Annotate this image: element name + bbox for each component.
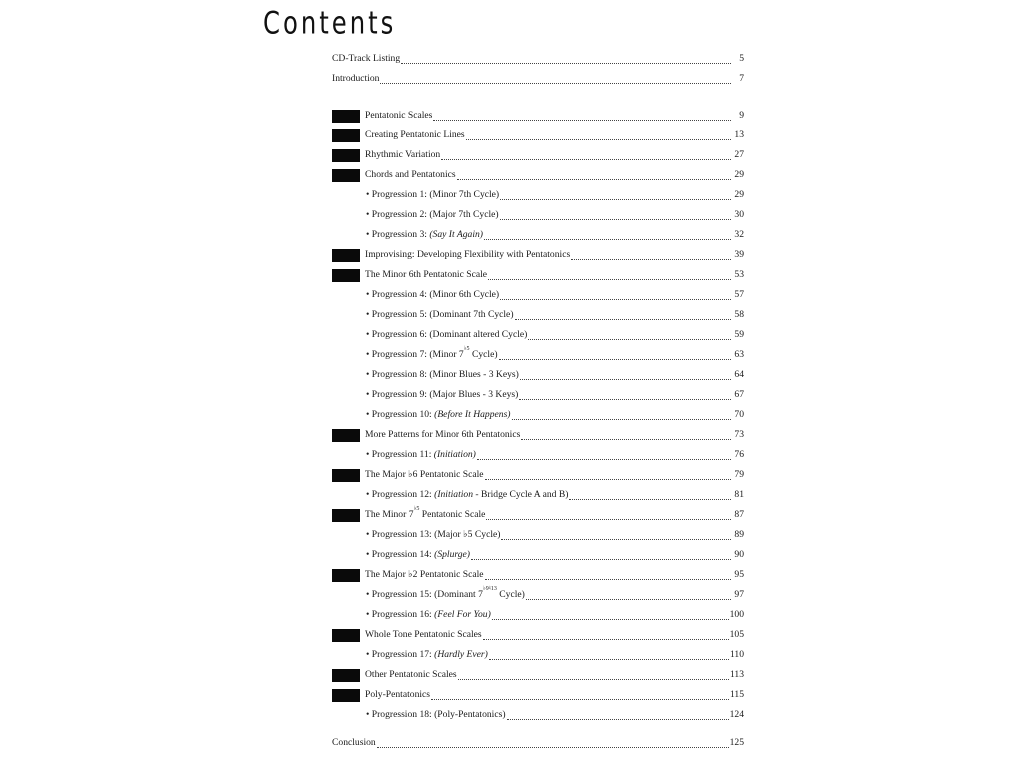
page-number: 27	[734, 149, 744, 160]
page-number: 76	[734, 449, 744, 460]
dot-leader	[526, 590, 731, 600]
page-number: 110	[729, 649, 744, 660]
toc-entry	[332, 108, 744, 124]
dot-leader	[486, 510, 731, 520]
chapter-marker	[332, 669, 360, 682]
page-title: Contents	[263, 6, 397, 42]
toc-entry-label: Creating Pentatonic Lines	[365, 129, 465, 140]
toc-entry	[332, 71, 744, 87]
page-number: 5	[739, 53, 744, 64]
toc-entry	[332, 51, 744, 67]
page-number: 89	[734, 529, 744, 540]
toc-entry-label: Improvising: Developing Flexibility with Pentatonics	[365, 249, 571, 260]
page-number: 81	[734, 489, 744, 500]
page-number: 124	[729, 709, 744, 720]
chapter-marker	[332, 129, 360, 142]
page-number: 58	[734, 309, 744, 320]
toc-entry-label: • Progression 13: (Major ♭5 Cycle)	[366, 529, 501, 540]
toc-entry-label: • Progression 11: (Initiation)	[366, 449, 476, 460]
toc-entry	[332, 267, 744, 283]
toc-entry-label: The Minor 6th Pentatonic Scale	[365, 269, 488, 280]
toc-entry-label: • Progression 12: (Initiation - Bridge Cycle A and B)	[366, 489, 569, 500]
dot-leader	[458, 670, 729, 680]
dot-leader	[477, 450, 731, 460]
chapter-marker	[332, 509, 360, 522]
toc-entry	[366, 587, 744, 603]
page-number: 39	[734, 249, 744, 260]
toc-entry	[332, 507, 744, 523]
toc-entry-label: • Progression 2: (Major 7th Cycle)	[366, 209, 499, 220]
toc-entry	[366, 487, 744, 503]
page-number: 30	[734, 209, 744, 220]
page-number: 7	[739, 73, 744, 84]
page-number: 87	[734, 509, 744, 520]
toc-entry-label: • Progression 16: (Feel For You)	[366, 609, 491, 620]
dot-leader	[500, 210, 731, 220]
page-number: 57	[734, 289, 744, 300]
toc-entry-label: Chords and Pentatonics	[365, 169, 456, 180]
page-number: 90	[734, 549, 744, 560]
toc-entry	[366, 227, 744, 243]
toc-entry	[332, 735, 744, 751]
dot-leader	[457, 170, 731, 180]
page-number: 105	[729, 629, 744, 640]
dot-leader	[380, 74, 731, 84]
dot-leader	[492, 610, 729, 620]
chapter-marker	[332, 249, 360, 262]
toc-entry	[332, 167, 744, 183]
dot-leader	[519, 390, 731, 400]
chapter-marker	[332, 469, 360, 482]
dot-leader	[512, 410, 732, 420]
toc-entry	[366, 187, 744, 203]
page-number: 115	[729, 689, 744, 700]
toc-entry-label: • Progression 8: (Minor Blues - 3 Keys)	[366, 369, 519, 380]
chapter-marker	[332, 629, 360, 642]
toc-entry-label: • Progression 4: (Minor 6th Cycle)	[366, 289, 500, 300]
toc-entry	[366, 527, 744, 543]
toc-entry	[332, 567, 744, 583]
chapter-marker	[332, 689, 360, 702]
toc-entry-label: Other Pentatonic Scales	[365, 669, 457, 680]
toc-entry-label: Pentatonic Scales	[365, 110, 433, 121]
toc-entry	[366, 547, 744, 563]
page-number: 95	[734, 569, 744, 580]
toc-entry	[366, 647, 744, 663]
dot-leader	[528, 330, 731, 340]
dot-leader	[569, 490, 731, 500]
toc-entry	[366, 207, 744, 223]
dot-leader	[515, 310, 731, 320]
toc-entry	[332, 247, 744, 263]
toc-entry	[332, 627, 744, 643]
dot-leader	[466, 130, 731, 140]
toc-entry-label: • Progression 14: (Splurge)	[366, 549, 471, 560]
dot-leader	[500, 190, 731, 200]
toc-entry-label: The Major ♭2 Pentatonic Scale	[365, 569, 484, 580]
toc-entry-label: Rhythmic Variation	[365, 149, 441, 160]
toc-entry	[366, 347, 744, 363]
dot-leader	[471, 550, 731, 560]
dot-leader	[501, 530, 731, 540]
toc-entry	[366, 447, 744, 463]
toc-entry-label: • Progression 1: (Minor 7th Cycle)	[366, 189, 500, 200]
toc-entry-label: CD-Track Listing	[332, 53, 401, 64]
page-number: 79	[734, 469, 744, 480]
dot-leader	[500, 290, 731, 300]
dot-leader	[485, 470, 731, 480]
dot-leader	[507, 710, 729, 720]
toc-entry-label: • Progression 3: (Say It Again)	[366, 229, 483, 240]
chapter-marker	[332, 569, 360, 582]
toc-entry-label: • Progression 9: (Major Blues - 3 Keys)	[366, 389, 519, 400]
toc-entry	[332, 427, 744, 443]
page-number: 113	[729, 669, 744, 680]
toc-entry-label: More Patterns for Minor 6th Pentatonics	[365, 429, 521, 440]
page-number: 97	[734, 589, 744, 600]
page-number: 67	[734, 389, 744, 400]
chapter-marker	[332, 110, 360, 123]
toc-entry-label: Poly-Pentatonics	[365, 689, 431, 700]
page-number: 9	[739, 110, 744, 121]
page-number: 29	[734, 169, 744, 180]
toc-entry-label: The Major ♭6 Pentatonic Scale	[365, 469, 484, 480]
page-number: 100	[729, 609, 744, 620]
toc-entry	[332, 147, 744, 163]
toc-entry	[332, 467, 744, 483]
toc-entry-label: • Progression 5: (Dominant 7th Cycle)	[366, 309, 514, 320]
dot-leader	[521, 430, 731, 440]
page-number: 63	[734, 349, 744, 360]
toc-entry-label: • Progression 17: (Hardly Ever)	[366, 649, 488, 660]
page-number: 29	[734, 189, 744, 200]
page-number: 32	[734, 229, 744, 240]
chapter-marker	[332, 149, 360, 162]
toc-entry-label: Introduction	[332, 73, 380, 84]
dot-leader	[571, 250, 731, 260]
toc-entry-label: • Progression 10: (Before It Happens)	[366, 409, 511, 420]
toc-entry	[366, 407, 744, 423]
page-number: 13	[734, 129, 744, 140]
dot-leader	[484, 230, 731, 240]
toc-entry-label: Whole Tone Pentatonic Scales	[365, 629, 482, 640]
page-number: 125	[729, 737, 744, 748]
dot-leader	[441, 150, 731, 160]
toc-entry	[366, 707, 744, 723]
toc-entry	[366, 287, 744, 303]
toc-entry	[332, 127, 744, 143]
toc-entry	[366, 367, 744, 383]
toc-entry	[366, 387, 744, 403]
dot-leader	[431, 690, 729, 700]
toc-entry-label: The Minor $7^{♭5}$ Pentatonic Scale	[365, 506, 486, 520]
page-number: 59	[734, 329, 744, 340]
chapter-marker	[332, 429, 360, 442]
page-number: 64	[734, 369, 744, 380]
toc-entry-label: • Progression 6: (Dominant altered Cycle)	[366, 329, 528, 340]
chapter-marker	[332, 269, 360, 282]
dot-leader	[377, 738, 729, 748]
dot-leader	[485, 570, 731, 580]
dot-leader	[483, 630, 729, 640]
toc-entry-label: • Progression 7: (Minor $7^{♭5}$ Cycle)	[366, 346, 498, 360]
chapter-marker	[332, 169, 360, 182]
toc-entry-label: • Progression 15: (Dominant $7^{♭9♮13}$ Cycle)	[366, 586, 525, 600]
dot-leader	[520, 370, 731, 380]
page-number: 53	[734, 269, 744, 280]
dot-leader	[489, 650, 729, 660]
dot-leader	[488, 270, 731, 280]
page-number: 73	[734, 429, 744, 440]
dot-leader	[499, 350, 731, 360]
dot-leader	[401, 54, 731, 64]
dot-leader	[433, 111, 731, 121]
toc-entry	[366, 607, 744, 623]
toc-entry	[366, 327, 744, 343]
page-number: 70	[734, 409, 744, 420]
toc-entry	[332, 667, 744, 683]
toc-entry	[332, 687, 744, 703]
toc-entry	[366, 307, 744, 323]
toc-entry-label: • Progression 18: (Poly-Pentatonics)	[366, 709, 506, 720]
toc-entry-label: Conclusion	[332, 737, 376, 748]
